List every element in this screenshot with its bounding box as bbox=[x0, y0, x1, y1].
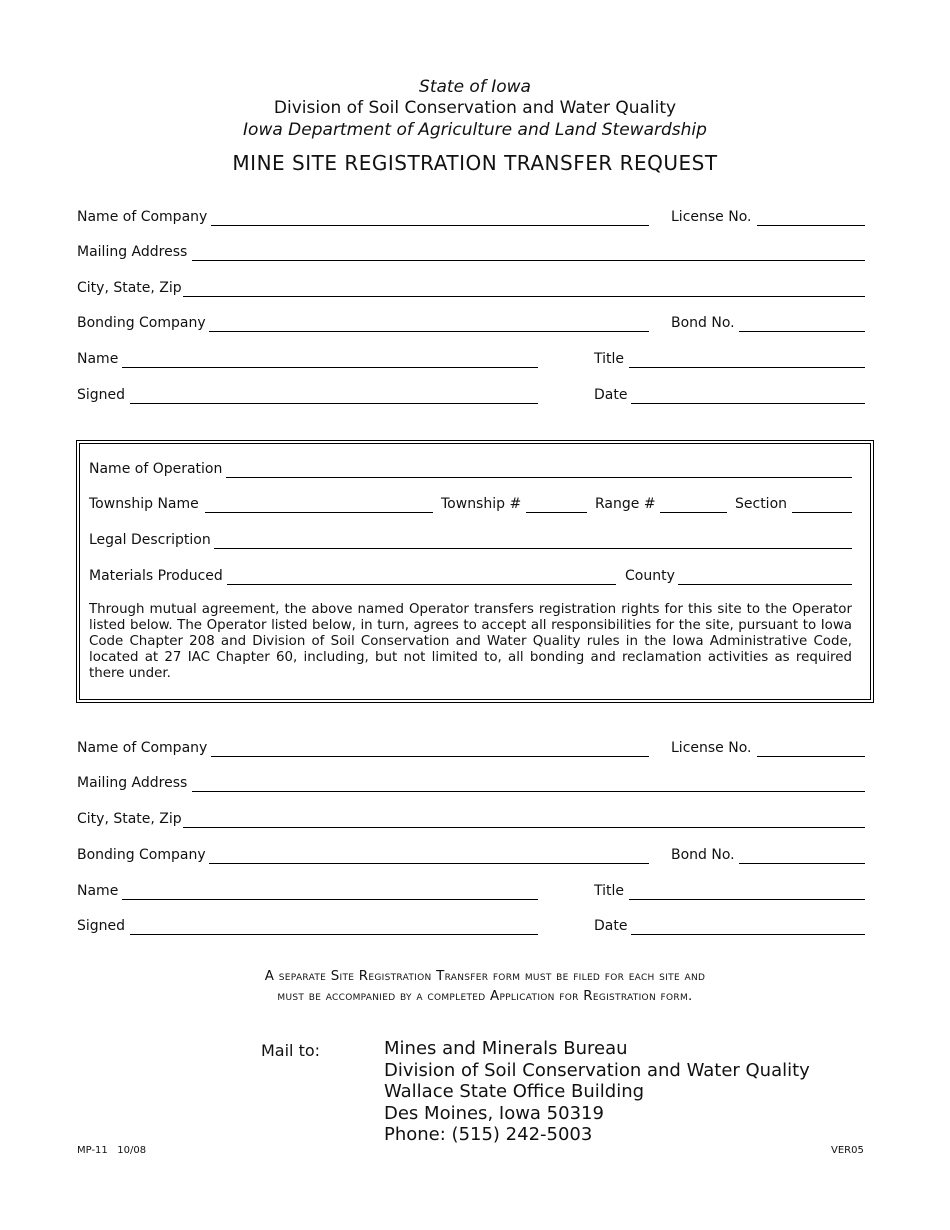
form-id: MP-11 10/08 bbox=[77, 1145, 147, 1156]
mail-phone: Phone: (515) 242-5003 bbox=[384, 1124, 593, 1145]
section-field[interactable] bbox=[792, 496, 852, 513]
transferor-city-field[interactable] bbox=[183, 280, 865, 297]
transferee-bonding-label: Bonding Company bbox=[77, 847, 206, 863]
mail-to-label: Mail to: bbox=[261, 1041, 321, 1060]
operation-name-label: Name of Operation bbox=[89, 461, 223, 477]
legal-description-label: Legal Description bbox=[89, 532, 211, 548]
transferee-company-label: Name of Company bbox=[77, 740, 208, 756]
transferee-name-field[interactable] bbox=[122, 883, 538, 900]
county-label: County bbox=[625, 568, 675, 584]
transferee-city-label: City, State, Zip bbox=[77, 811, 182, 827]
transferor-title-field[interactable] bbox=[629, 351, 865, 368]
township-number-field[interactable] bbox=[526, 496, 587, 513]
transferee-title-field[interactable] bbox=[629, 883, 865, 900]
county-field[interactable] bbox=[678, 568, 852, 585]
transferor-name-label: Name bbox=[77, 351, 119, 367]
transferee-bonding-field[interactable] bbox=[209, 847, 649, 864]
transferor-date-field[interactable] bbox=[631, 387, 865, 404]
transferor-city-label: City, State, Zip bbox=[77, 280, 182, 296]
transferee-bond-no-label: Bond No. bbox=[671, 847, 735, 863]
legal-description-field[interactable] bbox=[214, 532, 852, 549]
mail-address-line-2: Division of Soil Conservation and Water Quality bbox=[384, 1060, 810, 1081]
agreement-text: Through mutual agreement, the above named Operator transfers registration rights for this site to the Operator listed below. The Operator listed below, in turn, agrees to accept all responsibilities for the site, pursuant to Iowa Code Chapter 208 and Division of Soil Conservation and Water Quality rules in the Iowa Administrative Code, located at 27 IAC Chapter 60, including, but not limited to, all bonding and reclamation activities as required there under. bbox=[89, 602, 852, 681]
mail-address-line-3: Wallace State Office Building bbox=[384, 1081, 645, 1102]
division-heading: Division of Soil Conservation and Water Quality bbox=[273, 98, 677, 118]
transferor-bond-no-label: Bond No. bbox=[671, 315, 735, 331]
transferor-title-label: Title bbox=[594, 351, 625, 367]
transferor-bond-no-field[interactable] bbox=[739, 315, 865, 332]
form-version: VER05 bbox=[831, 1145, 864, 1156]
transferee-signed-label: Signed bbox=[77, 918, 126, 934]
township-number-label: Township # bbox=[441, 496, 522, 512]
transferor-bonding-field[interactable] bbox=[209, 315, 649, 332]
section-label: Section bbox=[735, 496, 788, 512]
mail-address-line-1: Mines and Minerals Bureau bbox=[384, 1038, 628, 1059]
range-number-field[interactable] bbox=[660, 496, 727, 513]
transferee-name-label: Name bbox=[77, 883, 119, 899]
transferee-signature-field[interactable] bbox=[130, 918, 538, 935]
transferee-company-field[interactable] bbox=[211, 740, 649, 757]
mail-address-line-4: Des Moines, Iowa 50319 bbox=[384, 1103, 604, 1124]
materials-produced-label: Materials Produced bbox=[89, 568, 223, 584]
notice-line-1: A separate Site Registration Transfer form must be filed for each site and bbox=[264, 969, 706, 984]
range-number-label: Range # bbox=[595, 496, 656, 512]
transferor-signature-field[interactable] bbox=[130, 387, 538, 404]
transferee-date-field[interactable] bbox=[631, 918, 865, 935]
township-name-label: Township Name bbox=[89, 496, 199, 512]
materials-produced-field[interactable] bbox=[227, 568, 616, 585]
transferee-license-label: License No. bbox=[671, 740, 752, 756]
transferor-license-label: License No. bbox=[671, 209, 752, 225]
transferor-company-field[interactable] bbox=[211, 209, 649, 226]
transferor-date-label: Date bbox=[594, 387, 628, 403]
transferor-address-field[interactable] bbox=[192, 244, 865, 261]
transferee-date-label: Date bbox=[594, 918, 628, 934]
operation-name-field[interactable] bbox=[226, 461, 852, 478]
transferor-address-label: Mailing Address bbox=[77, 244, 188, 260]
transferor-company-label: Name of Company bbox=[77, 209, 208, 225]
transferor-license-field[interactable] bbox=[757, 209, 865, 226]
transferee-license-field[interactable] bbox=[757, 740, 865, 757]
transferor-name-field[interactable] bbox=[122, 351, 538, 368]
transferor-bonding-label: Bonding Company bbox=[77, 315, 206, 331]
transferee-bond-no-field[interactable] bbox=[739, 847, 865, 864]
transferee-title-label: Title bbox=[594, 883, 625, 899]
transferee-address-field[interactable] bbox=[192, 775, 865, 792]
department-heading: Iowa Department of Agriculture and Land Stewardship bbox=[243, 120, 707, 140]
transferee-address-label: Mailing Address bbox=[77, 775, 188, 791]
form-title: MINE SITE REGISTRATION TRANSFER REQUEST bbox=[232, 151, 718, 175]
township-name-field[interactable] bbox=[205, 496, 433, 513]
notice-line-2: must be accompanied by a completed Application for Registration form. bbox=[277, 989, 693, 1004]
transferor-signed-label: Signed bbox=[77, 387, 126, 403]
transferee-city-field[interactable] bbox=[183, 811, 865, 828]
state-heading: State of Iowa bbox=[419, 77, 531, 97]
